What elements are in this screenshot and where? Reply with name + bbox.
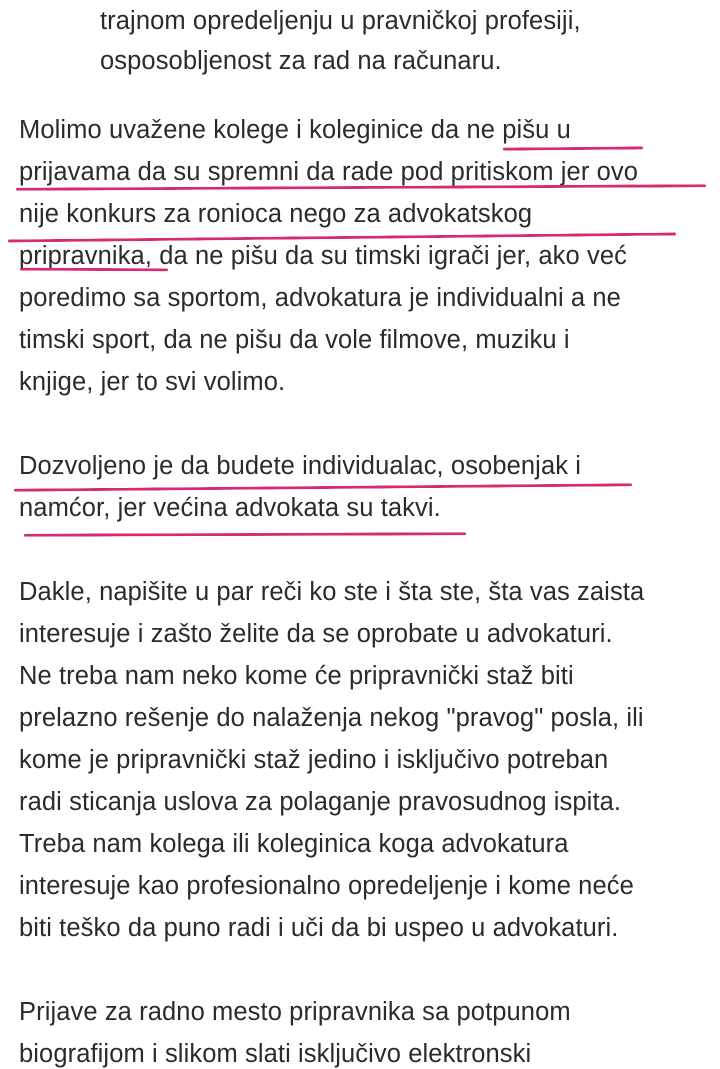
paragraph-line: radi sticanja uslova za polaganje pravosudnog ispita. [19, 788, 622, 816]
highlight-underline [503, 146, 643, 150]
highlight-underline [14, 483, 632, 491]
paragraph-line: Dakle, napišite u par reči ko ste i šta ste, šta vas zaista [19, 578, 645, 606]
highlight-underline [24, 532, 466, 537]
paragraph-line: knjige, jer to svi volimo. [19, 368, 286, 396]
paragraph-line: interesuje i zašto želite da se oprobate u advokaturi. [19, 620, 613, 648]
paragraph-line: interesuje kao profesionalno opredeljenje i kome neće [19, 872, 634, 900]
paragraph-line: pripravnika, da ne pišu da su timski igrači jer, ako već [19, 242, 627, 270]
paragraph-line: nije konkurs za ronioca nego za advokatskog [19, 200, 533, 228]
list-item-line: osposobljenost za rad na računaru. [100, 47, 502, 75]
paragraph-line: Dozvoljeno je da budete individualac, osobenjak i [19, 452, 582, 480]
paragraph-line: poredimo sa sportom, advokatura je individualni a ne [19, 284, 621, 312]
paragraph-line: biografijom i slikom slati isključivo elektronski [19, 1040, 532, 1068]
paragraph-line: timski sport, da ne pišu da vole filmove, muziku i [19, 326, 570, 354]
paragraph-line: Treba nam kolega ili koleginica koga advokatura [19, 830, 569, 858]
paragraph-line: kome je pripravnički staž jedino i isključivo potreban [19, 746, 609, 774]
paragraph-line: biti teško da puno radi i uči da bi uspeo u advokaturi. [19, 914, 619, 942]
paragraph-line: prijavama da su spremni da rade pod pritiskom jer ovo [19, 158, 639, 186]
paragraph-line: namćor, jer većina advokata su takvi. [19, 494, 441, 522]
paragraph-line: prelazno rešenje do nalaženja nekog "pravog" posla, ili [19, 704, 644, 732]
paragraph-line: Prijave za radno mesto pripravnika sa potpunom [19, 998, 571, 1026]
paragraph-line: Molimo uvažene kolege i koleginice da ne pišu u [19, 116, 571, 144]
list-item-line: trajnom opredeljenju u pravničkoj profesiji, [100, 7, 581, 35]
paragraph-line: Ne treba nam neko kome će pripravnički staž biti [19, 662, 574, 690]
